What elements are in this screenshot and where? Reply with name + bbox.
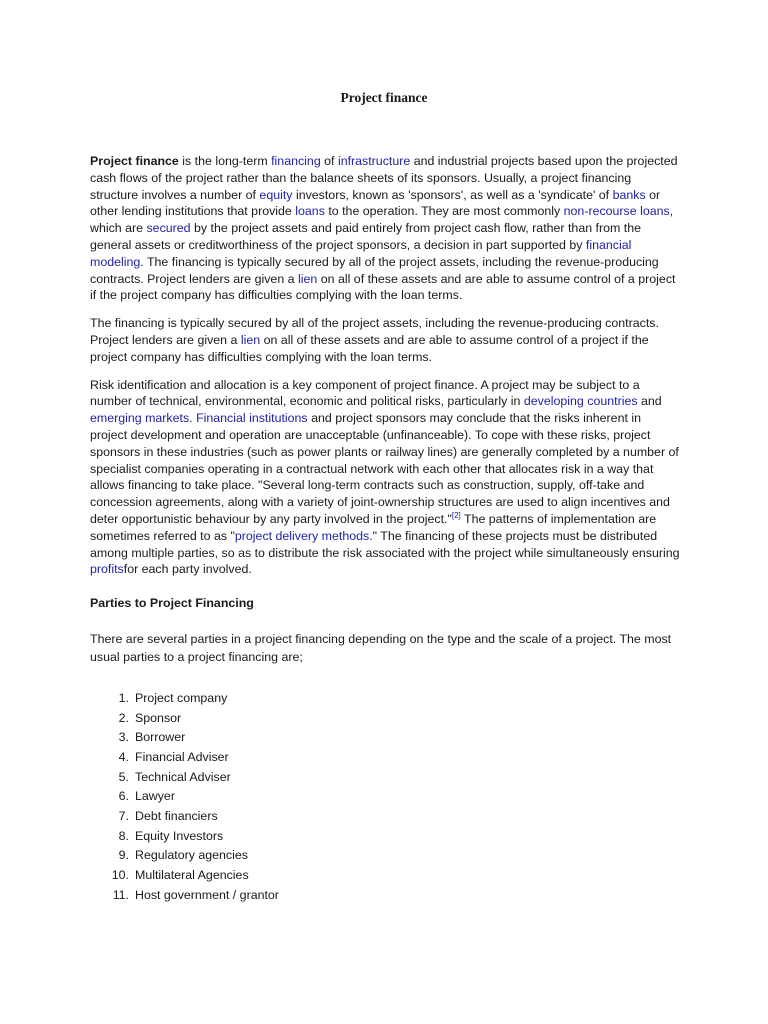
- list-number: 9.: [118, 848, 129, 863]
- list-item: [90, 787, 680, 807]
- list-item: [90, 728, 680, 748]
- list-item-label: Multilateral Agencies: [135, 868, 249, 883]
- text-run: for each party involved.: [123, 562, 252, 577]
- list-item-label: Financial Adviser: [135, 749, 229, 764]
- link-emerging-markets[interactable]: emerging markets: [90, 411, 190, 426]
- list-item-label: Project company: [135, 690, 228, 705]
- link-equity[interactable]: equity: [259, 187, 293, 202]
- text-run: The patterns of implementation are sometimes referred to as ": [90, 511, 657, 543]
- link-developing-countries[interactable]: developing countries: [523, 394, 638, 409]
- text-run: ." The financing of these projects must be distributed among multiple parties, so as to distribute the risk associated with the project while simultaneously ensuring: [90, 528, 680, 560]
- paragraph-security: [90, 315, 680, 365]
- text-run: , which are: [90, 204, 674, 236]
- citation-link[interactable]: [2]: [451, 510, 461, 520]
- link-financial-modeling[interactable]: financial modeling: [90, 237, 632, 269]
- section-heading: Parties to Project Financing: [90, 596, 254, 611]
- parties-list: [90, 689, 680, 906]
- link-infrastructure[interactable]: infrastructure: [337, 154, 411, 168]
- text-run: on all of these assets and are able to assume control of a project if the project company has difficulties complying with the loan terms.: [90, 332, 649, 364]
- list-item: [90, 827, 680, 847]
- list-number: 8.: [118, 828, 129, 843]
- link-loans[interactable]: loans: [295, 204, 325, 219]
- list-item: [90, 709, 680, 729]
- list-item: [90, 689, 680, 709]
- list-number: 4.: [118, 749, 129, 764]
- text-run: or other lending institutions that provide: [90, 187, 661, 219]
- page-title: Project finance: [340, 90, 428, 105]
- link-lien[interactable]: lien: [240, 332, 261, 347]
- link-financial-institutions[interactable]: Financial institutions: [196, 411, 308, 426]
- list-item-label: Borrower: [135, 730, 186, 745]
- text-run: . The financing is typically secured by all of the project assets, including the revenue-producing contracts. Project lenders are given a: [90, 254, 659, 286]
- list-item-label: Debt financiers: [135, 809, 218, 824]
- list-item: [90, 807, 680, 827]
- list-number: 3.: [118, 730, 129, 745]
- list-item: [90, 846, 680, 866]
- list-item: [90, 886, 680, 906]
- list-item-label: Sponsor: [135, 710, 182, 725]
- link-financing[interactable]: financing: [271, 154, 321, 168]
- link-profits[interactable]: profits: [90, 562, 124, 577]
- link-non-recourse-loans[interactable]: non-recourse loans: [563, 204, 670, 219]
- document-body: [90, 153, 680, 905]
- list-number: 1.: [118, 690, 129, 705]
- link-secured[interactable]: secured: [146, 221, 191, 236]
- list-item: [90, 866, 680, 886]
- section-intro: There are several parties in a project financing depending on the type and the scale of a project. The most usual parties to a project financing are;: [90, 631, 672, 665]
- text-run: on all of these assets and are able to assume control of a project if the project company has difficulties complying with the loan terms.: [90, 271, 676, 303]
- text-run: by the project assets and paid entirely from project cash flow, rather than from the general assets or creditworthiness of the project sponsors, a decision in part supported by: [90, 221, 641, 252]
- list-number: 2.: [118, 710, 129, 725]
- paragraph-risk: [90, 377, 680, 579]
- list-number: 10.: [111, 868, 129, 883]
- list-number: 7.: [118, 809, 129, 824]
- list-item-label: Equity Investors: [135, 828, 224, 843]
- list-number: 11.: [112, 887, 129, 902]
- link-banks[interactable]: banks: [612, 187, 646, 202]
- list-number: 5.: [118, 769, 129, 784]
- text-run: The financing is typically secured by all of the project assets, including the revenue-producing contracts. Project lenders are given a: [90, 316, 659, 347]
- term-project-finance: Project finance: [90, 154, 179, 168]
- text-run: and project sponsors may conclude that the risks inherent in project development and operation are unacceptable (unfinanceable). To cope with these risks, project sponsors in these industries (such as power plants or railway lines) are generally completed by a number of specialist companies operating in a contractual network with each other that allocates risk in a way that allows financing to take place. "Several long-term contracts such as construction, supply, off-take and concession agreements, along with a variety of joint-ownership structures are used to align incentives and deter opportunistic behaviour by any party involved in the project.": [90, 411, 679, 526]
- text-run: investors, known as 'sponsors', as well as a 'syndicate' of: [292, 187, 613, 202]
- link-lien[interactable]: lien: [298, 271, 318, 286]
- text-run: to the operation. They are most commonly: [324, 204, 564, 219]
- text-run: and industrial projects based upon the projected cash flows of the project rather than the balance sheets of its sponsors. Usually, a project financing structure involves a number of: [90, 154, 678, 202]
- text-run: is the long-term: [178, 154, 272, 168]
- list-item-label: Regulatory agencies: [135, 848, 248, 863]
- list-item: [90, 768, 680, 788]
- text-run: and: [637, 394, 662, 409]
- list-item-label: Host government / grantor: [135, 887, 279, 902]
- list-number: 6.: [118, 789, 129, 804]
- text-run: Risk identification and allocation is a key component of project finance. A project may be subject to a number of technical, environmental, economic and political risks, particularly in: [90, 377, 640, 409]
- list-item: [90, 748, 680, 768]
- paragraph-definition: [90, 153, 680, 304]
- list-item-label: Lawyer: [135, 789, 175, 804]
- link-project-delivery-methods[interactable]: project delivery methods: [234, 528, 370, 543]
- list-item-label: Technical Adviser: [135, 769, 231, 784]
- text-run: of: [320, 154, 338, 168]
- text-run: .: [189, 411, 197, 426]
